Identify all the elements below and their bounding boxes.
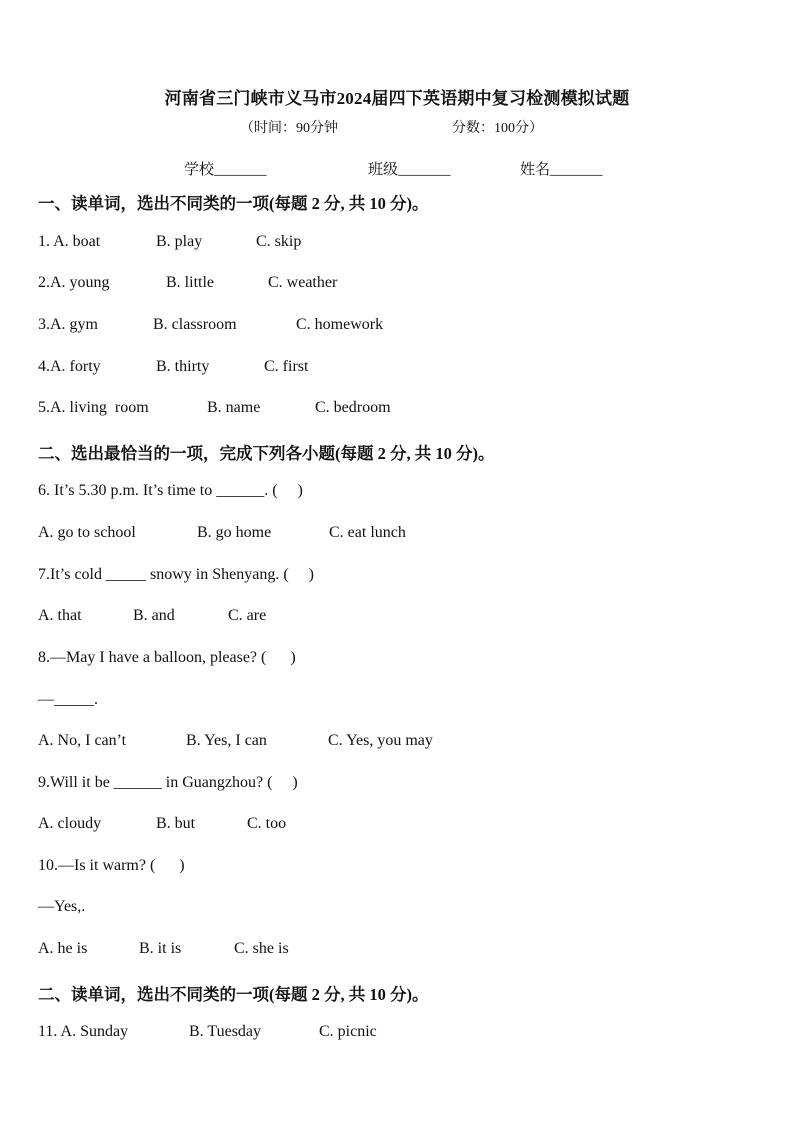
q11-option-c: C. picnic — [319, 1023, 377, 1040]
q10-option-c: C. she is — [234, 940, 289, 957]
class-field: 班级_______ — [368, 162, 451, 178]
school-field: 学校_______ — [184, 162, 267, 178]
q9-option-c: C. too — [247, 815, 287, 832]
q5-option-c: C. bedroom — [315, 399, 391, 416]
q8-option-b: B. Yes, I can — [186, 732, 267, 749]
section-heading: 二、选出最恰当的一项，完成下列各小题(每题 2 分, 共 10 分)。 — [38, 444, 495, 463]
q8-reply: —_____. — [38, 691, 98, 708]
q6-stem: 6. It’s 5.30 p.m. It’s time to ______. ( ) — [38, 482, 303, 499]
q9-option-a: A. cloudy — [38, 815, 102, 832]
q7-option-b: B. and — [133, 607, 175, 624]
q6-option-a: A. go to school — [38, 524, 136, 541]
q4-option-a: 4.A. forty — [38, 358, 101, 375]
section-heading: 一、读单词，选出不同类的一项(每题 2 分, 共 10 分)。 — [38, 194, 429, 213]
exam-time: （时间：90分钟 — [240, 121, 338, 136]
exam-score: 分数：100分） — [452, 121, 543, 136]
q4-option-c: C. first — [264, 358, 309, 375]
q8-option-c: C. Yes, you may — [328, 732, 433, 749]
q4-option-b: B. thirty — [156, 358, 210, 375]
q7-stem: 7.It’s cold _____ snowy in Shenyang. ( ) — [38, 566, 314, 583]
q3-option-a: 3.A. gym — [38, 316, 98, 333]
q9-stem: 9.Will it be ______ in Guangzhou? ( ) — [38, 774, 298, 791]
q10-option-a: A. he is — [38, 940, 88, 957]
q1-option-b: B. play — [156, 233, 203, 250]
q9-option-b: B. but — [156, 815, 196, 832]
q5-option-b: B. name — [207, 399, 261, 416]
q7-option-c: C. are — [228, 607, 267, 624]
q2-option-c: C. weather — [268, 274, 338, 291]
q3-option-b: B. classroom — [153, 316, 237, 333]
q11-option-a: 11. A. Sunday — [38, 1023, 129, 1040]
q8-option-a: A. No, I can’t — [38, 732, 127, 749]
q1-option-a: 1. A. boat — [38, 233, 101, 250]
q7-option-a: A. that — [38, 607, 82, 624]
name-field: 姓名_______ — [520, 162, 603, 178]
q6-option-c: C. eat lunch — [329, 524, 406, 541]
page-title: 河南省三门峡市义马市2024届四下英语期中复习检测模拟试题 — [164, 89, 630, 108]
q11-option-b: B. Tuesday — [189, 1023, 262, 1040]
q2-option-a: 2.A. young — [38, 274, 110, 291]
q10-stem: 10.—Is it warm? ( ) — [38, 857, 185, 874]
q3-option-c: C. homework — [296, 316, 384, 333]
q6-option-b: B. go home — [197, 524, 272, 541]
q5-option-a: 5.A. living room — [38, 399, 149, 416]
q8-stem: 8.—May I have a balloon, please? ( ) — [38, 649, 296, 666]
q10-reply: —Yes,. — [38, 898, 86, 915]
section-heading: 二、读单词，选出不同类的一项(每题 2 分, 共 10 分)。 — [38, 985, 429, 1004]
q1-option-c: C. skip — [256, 233, 302, 250]
q2-option-b: B. little — [166, 274, 214, 291]
q10-option-b: B. it is — [139, 940, 182, 957]
